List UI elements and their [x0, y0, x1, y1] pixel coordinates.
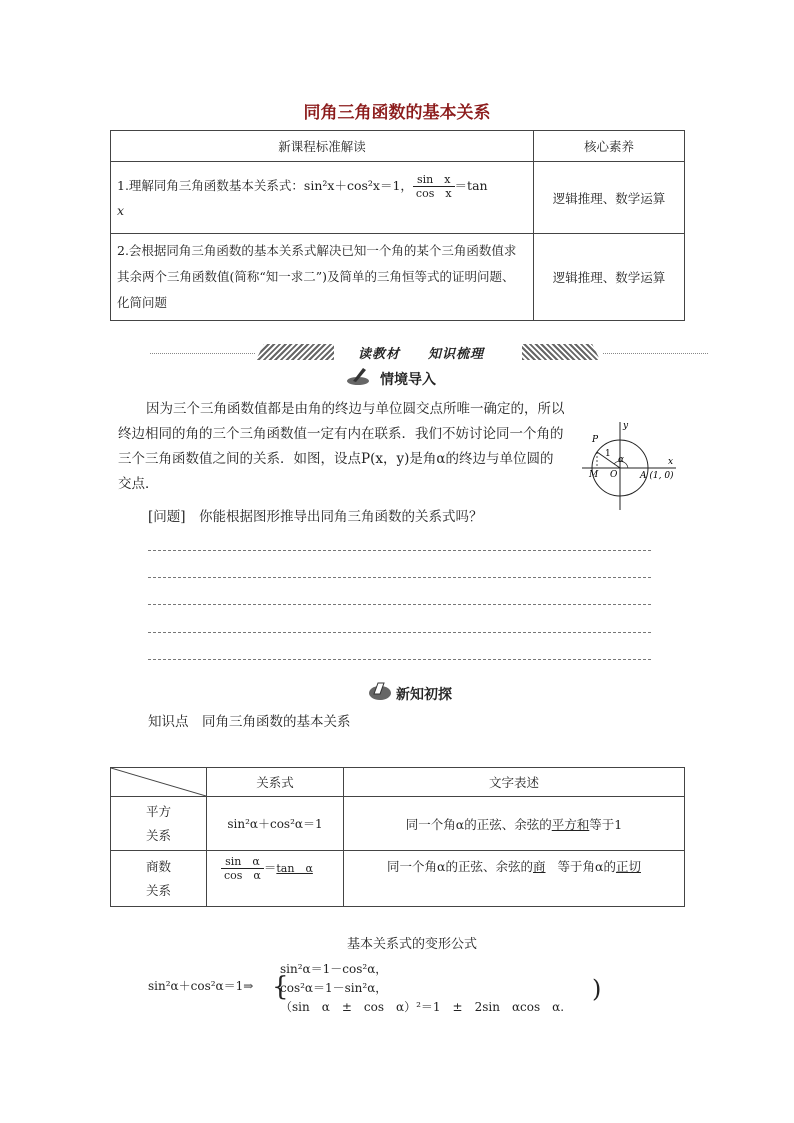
intro-paragraph: 因为三个三角函数值都是由角的终边与单位圆交点所唯一确定的，所以终边相同的角的三个三角函数值一定有内在联系．我们不妨讨论同一个角的三个三角函数值之间的关系．如图，设点P(x，y)是角α的终边与单位圆的交点． — [118, 401, 565, 492]
banner-left-stripe — [256, 344, 334, 360]
answer-line — [148, 550, 651, 551]
label-m: M — [589, 470, 599, 480]
quotient-desc-b: 等于角α的 — [557, 859, 616, 874]
quotient-fraction — [221, 855, 264, 882]
standards-table — [110, 130, 685, 321]
header-description: 文字表述 — [344, 768, 685, 797]
label-x: x — [668, 457, 674, 467]
right-brace: ) — [592, 975, 602, 1003]
label-o: O — [610, 470, 618, 480]
row1-fraction — [413, 173, 455, 200]
book-icon — [368, 679, 392, 701]
label-p: P — [592, 435, 599, 445]
square-description — [344, 797, 685, 851]
quotient-description — [344, 851, 685, 907]
answer-line — [148, 632, 651, 633]
variants-title: 基本关系式的变形公式 — [346, 937, 477, 952]
quotient-equals: ＝ — [263, 860, 277, 875]
page-title: 同角三角函数的基本关系 — [303, 103, 491, 123]
banner-right-stripe — [522, 344, 600, 360]
quotient-label-b: 关系 — [145, 882, 171, 898]
header-formula: 关系式 — [207, 768, 344, 797]
variants-lines — [280, 960, 564, 1017]
square-desc-b: 等于1 — [589, 816, 623, 832]
quotient-desc-underline2: 正切 — [615, 859, 641, 874]
header-core: 核心素养 — [534, 131, 685, 162]
row-square-label — [111, 797, 207, 851]
square-desc-a: 同一个角α的正弦、余弦的 — [405, 816, 552, 832]
variant-line-1: sin²α＝1－cos²α， — [280, 962, 388, 976]
quotient-desc-a: 同一个角α的正弦、余弦的 — [387, 859, 533, 874]
quotient-denominator: cos α — [224, 869, 261, 882]
frac-numerator: sin x — [413, 173, 455, 187]
diagonal-cell — [111, 768, 207, 797]
quotient-desc-underline1: 商 — [532, 859, 546, 874]
row1-text: 1.理解同角三角函数基本关系式：sin²x＋cos²x＝1， — [117, 178, 413, 193]
row1-standard — [111, 162, 534, 234]
relations-table — [110, 767, 685, 907]
quotient-label-a: 商数 — [145, 858, 171, 874]
section-new-knowledge-title: 新知初探 — [396, 687, 452, 703]
answer-line — [148, 577, 651, 578]
square-formula: sin²α＋cos²α＝1 — [207, 797, 344, 851]
answer-line — [148, 604, 651, 605]
variant-line-3: （sin α ± cos α）²＝1 ± 2sin αcos α. — [280, 1000, 565, 1014]
header-standard: 新课程标准解读 — [111, 131, 534, 162]
answer-line — [148, 659, 651, 660]
label-alpha: α — [618, 455, 625, 465]
banner-left-text: 读教材 — [358, 347, 401, 362]
section-situation-title: 情境导入 — [380, 372, 436, 388]
unit-circle-figure — [580, 418, 680, 512]
label-a: A (1, 0) — [640, 471, 674, 481]
row2-standard: 2.会根据同角三角函数的基本关系式解决已知一个角的某个三角函数值求其余两个三角函数值(简称“知一求二”)及简单的三角恒等式的证明问题、化简问题 — [111, 234, 534, 321]
question-text: [问题] 你能根据图形推导出同角三角函数的关系式吗？ — [148, 509, 483, 525]
knowledge-point-title: 知识点 同角三角函数的基本关系 — [148, 714, 351, 730]
pen-icon — [345, 366, 371, 386]
row2-core: 逻辑推理、数学运算 — [534, 234, 685, 321]
square-label-a: 平方 — [145, 803, 171, 819]
left-brace: { — [272, 972, 289, 1002]
banner-left-dots — [150, 352, 255, 354]
row1-core: 逻辑推理、数学运算 — [534, 162, 685, 234]
row1-tail2: x — [117, 203, 125, 218]
label-1: 1 — [605, 449, 611, 459]
quotient-numerator: sin α — [221, 855, 264, 869]
quotient-formula — [207, 851, 344, 907]
row1-tail: ＝tan — [454, 178, 488, 193]
square-label-b: 关系 — [145, 827, 171, 843]
label-y: y — [623, 421, 629, 431]
banner-right-dots — [603, 352, 708, 354]
variant-line-2: cos²α＝1－sin²α， — [280, 981, 388, 995]
variants-lhs: sin²α＋cos²α＝1⇒ — [148, 979, 254, 993]
frac-denominator: cos x — [415, 187, 452, 200]
row-quotient-label — [111, 851, 207, 907]
banner-right-text: 知识梳理 — [428, 347, 485, 362]
square-desc-underline: 平方和 — [551, 816, 590, 832]
quotient-rhs: tan α — [276, 862, 313, 875]
